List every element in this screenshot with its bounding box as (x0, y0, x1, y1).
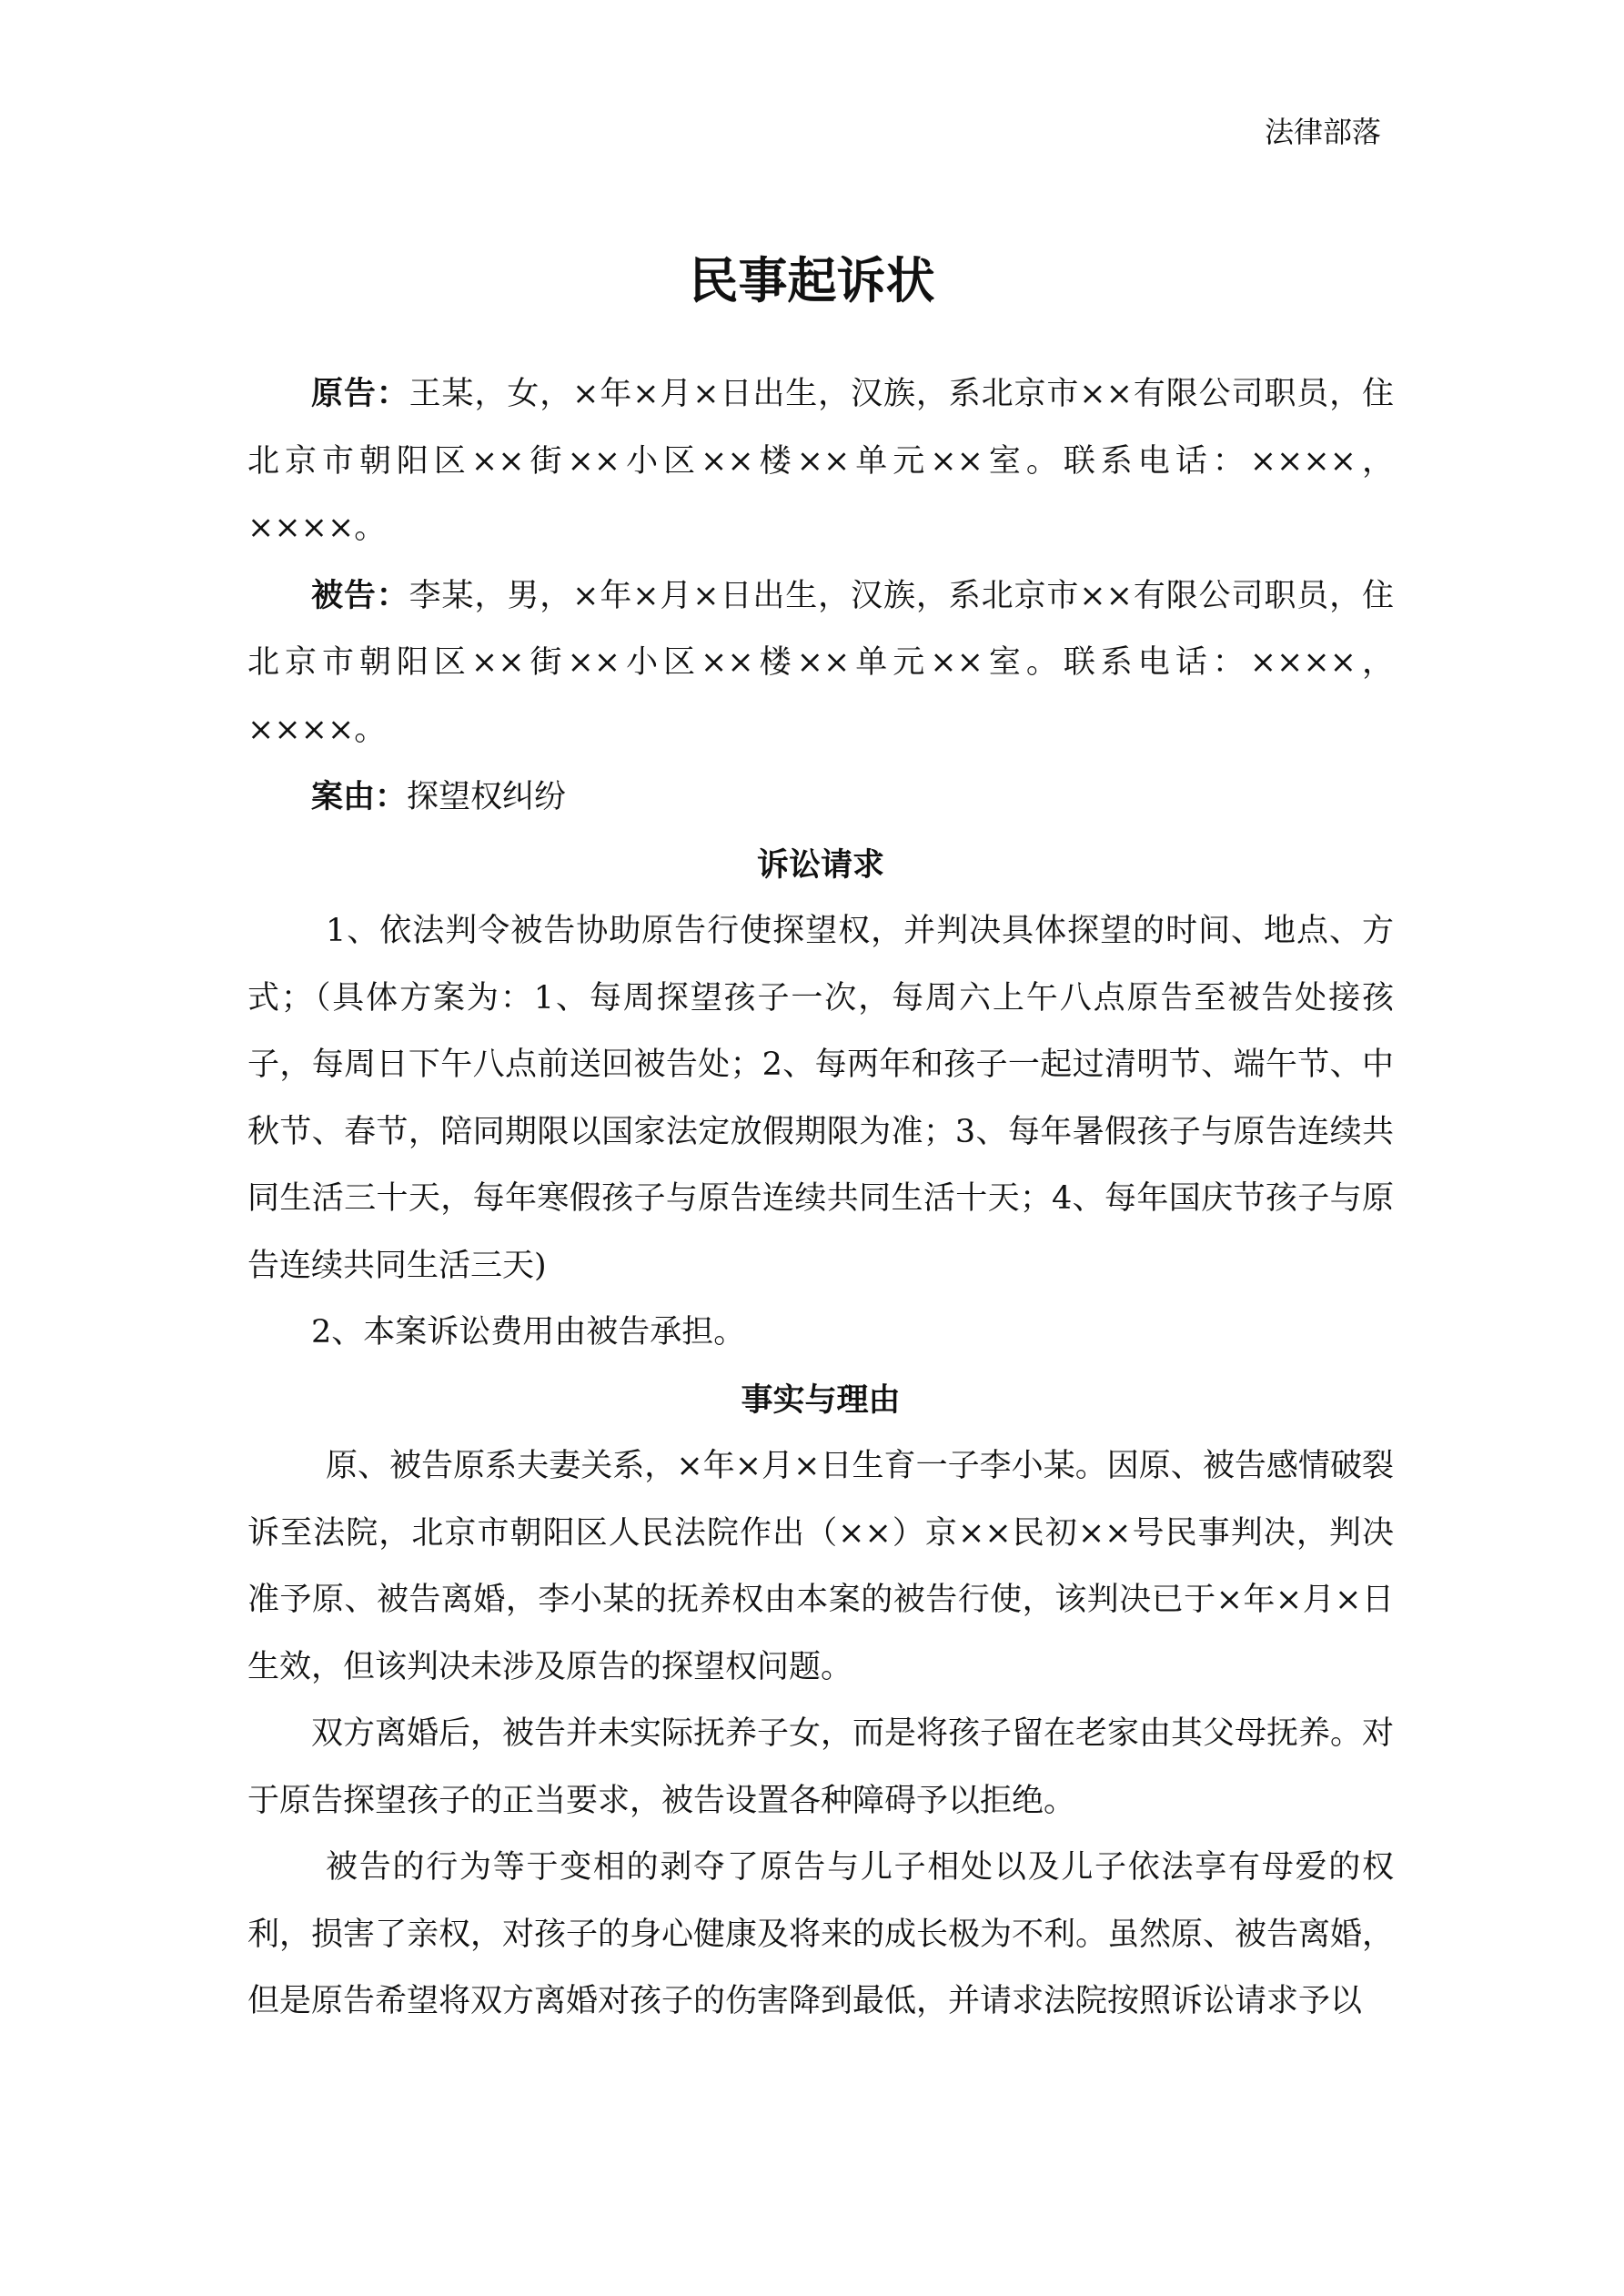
facts-paragraph: 被告的行为等于变相的剥夺了原告与儿子相处以及儿子依法享有母爱的权利，损害了亲权，对孩子的身心健康及将来的成长极为不利。虽然原、被告离婚，但是原告希望将双方离婚对孩子的伤害降到最低，并请求法院按照诉讼请求予以 (247, 1849, 1395, 2019)
defendant-paragraph (247, 562, 1394, 764)
facts-paragraph: 双方离婚后，被告并未实际抚养子女，而是将孩子留在老家由其父母抚养。对于原告探望孩子的正当要求，被告设置各种障碍予以拒绝。 (247, 1715, 1395, 1819)
plaintiff-paragraph (247, 360, 1394, 562)
plaintiff-label: 原告： (311, 375, 409, 412)
defendant-text: 李某，男，×年×月×日出生，汉族，系北京市××有限公司职员，住北京市朝阳区××街××小区××楼××单元××室。联系电话：××××，××××。 (247, 577, 1394, 748)
facts-heading: 事实与理由 (741, 1381, 901, 1419)
facts-paragraph: 原、被告原系夫妻关系，×年×月×日生育一子李小某。因原、被告感情破裂诉至法院，北京市朝阳区人民法院作出（××）京××民初××号民事判决，判决准予原、被告离婚，李小某的抚养权由本案的被告行使，该判决已于×年×月×日生效，但该判决未涉及原告的探望权问题。 (247, 1448, 1394, 1685)
claim-item: 1、依法判令被告协助原告行使探望权，并判决具体探望的时间、地点、方式；（具体方案为：1、每周探望孩子一次，每周六上午八点原告至被告处接孩子，每周日下午八点前送回被告处；2、每两年和孩子一起过清明节、端午节、中秋节、春节，陪同期限以国家法定放假期限为准；3、每年暑假孩子与原告连续共同生活三十天，每年寒假孩子与原告连续共同生活十天；4、每年国庆节孩子与原告连续共同生活三天) (247, 913, 1394, 1284)
claims-heading: 诉讼请求 (756, 845, 884, 884)
claim-item: 2、本案诉讼费用由被告承担。 (311, 1314, 746, 1350)
cause-label: 案由： (311, 778, 408, 815)
defendant-label: 被告： (311, 576, 409, 614)
cause-text: 探望权纠纷 (407, 779, 567, 815)
cause-paragraph (247, 764, 1394, 832)
plaintiff-text: 王某，女，×年×月×日出生，汉族，系北京市××有限公司职员，住北京市朝阳区××街××小区××楼××单元××室。联系电话：××××，××××。 (247, 376, 1394, 546)
document-body (247, 360, 1394, 2036)
header-source: 法律部落 (1264, 115, 1381, 149)
page-title: 民事起诉状 (689, 251, 935, 309)
